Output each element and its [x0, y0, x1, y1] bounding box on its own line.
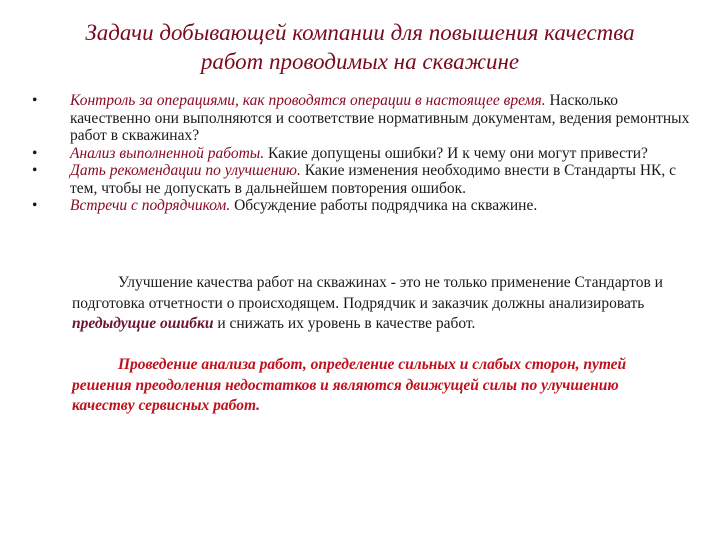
conclusion-paragraph: Проведение анализа работ, определение сильных и слабых сторон, путей решения преодоления недостатков и являются движущей силы по улучшению качеству сервисных работ. — [72, 356, 627, 414]
bullet-dot: • — [32, 197, 38, 214]
quality-paragraph — [72, 273, 684, 335]
bullet-item — [30, 162, 690, 197]
bullet-text: Насколько качественно они выполняются и соответствие нормативным документам, ведения ремонтных работ в скважинах? — [70, 92, 690, 144]
bullet-dot: • — [32, 144, 38, 162]
bullet-text: Какие изменения необходимо внести в Стандарты НК, с тем, чтобы не допускать в дальнейшем повторения ошибок. — [70, 162, 676, 197]
paragraph-part-2: и снижать их уровень в качестве работ. — [213, 315, 476, 332]
bullet-item — [30, 92, 690, 145]
title-line-2: работ проводимых на скважине — [200, 49, 520, 74]
task-bullet-list — [30, 92, 690, 215]
bullet-dot: • — [32, 92, 38, 109]
paragraph-part-1: Улучшение качества работ на скважинах - это не только применение Стандартов и подготовка отчетности о происходящем. Подрядчик и заказчик должны анализировать — [72, 274, 663, 312]
bullet-dot: • — [32, 162, 38, 179]
bullet-lead: Встречи с подрядчиком. — [70, 197, 231, 214]
bullet-lead: Анализ выполненной работы. — [70, 144, 265, 162]
bullet-item — [30, 145, 690, 163]
slide-title — [30, 18, 690, 76]
bullet-text: Обсуждение работы подрядчика на скважине. — [230, 197, 538, 214]
bullet-lead: Контроль за операциями, как проводятся операции в настоящее время. — [70, 92, 546, 109]
bullet-text: Какие допущены ошибки? И к чему они могут привести? — [264, 144, 648, 162]
paragraph-emphasis: предыдущие ошибки — [72, 315, 214, 332]
bullet-lead: Дать рекомендации по улучшению. — [70, 162, 301, 179]
bullet-item — [30, 197, 690, 215]
title-line-1: Задачи добывающей компании для повышения качества — [85, 20, 635, 45]
